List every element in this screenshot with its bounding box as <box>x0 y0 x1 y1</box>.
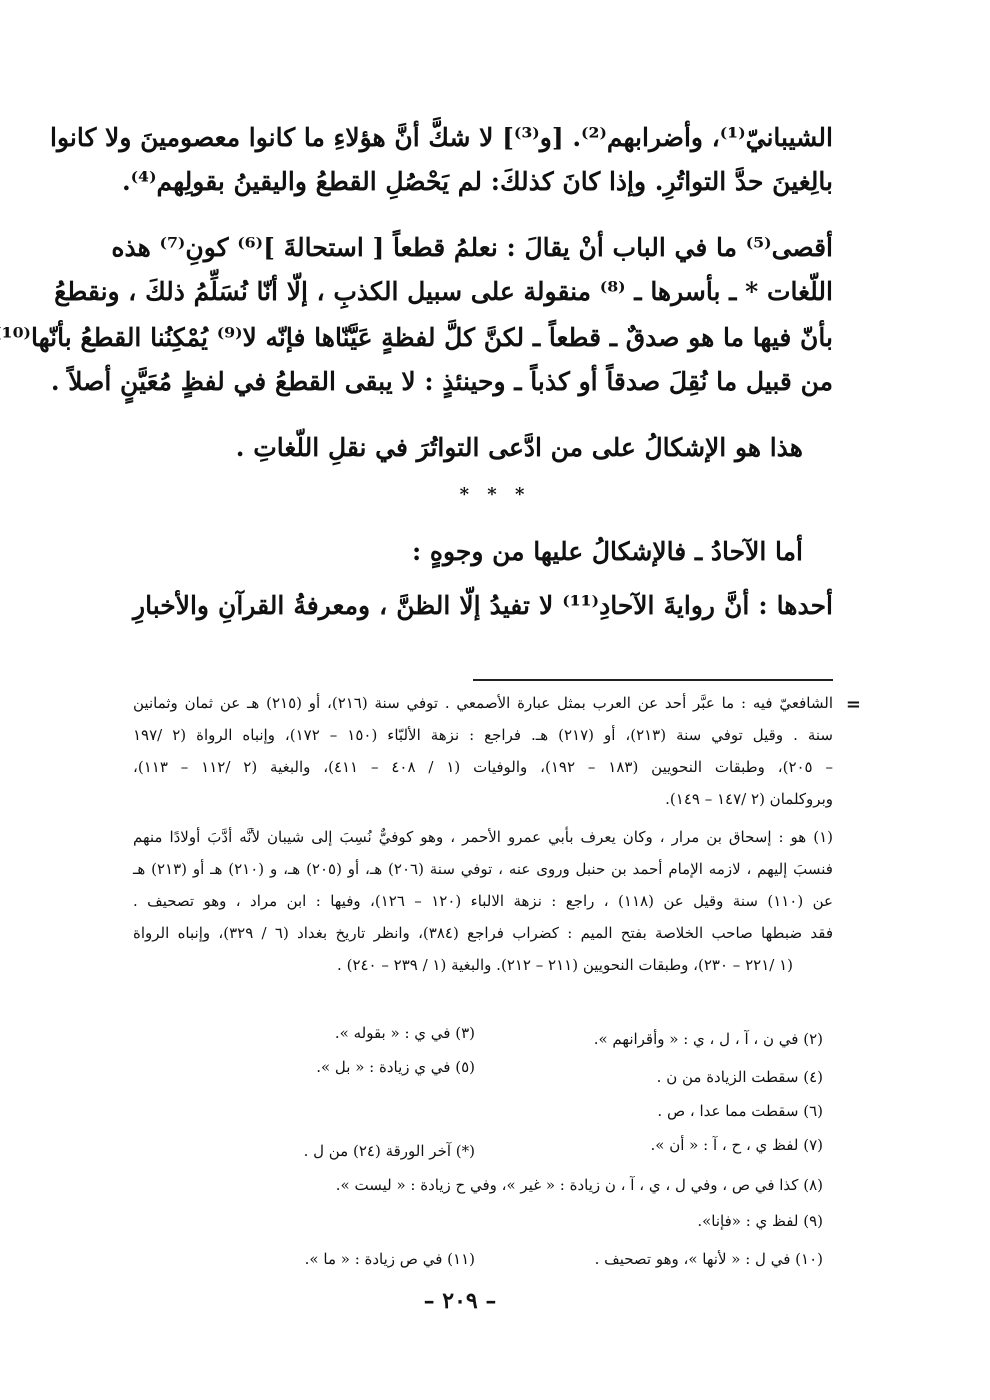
footnote-line: الشافعيّ فيه : ما عبَّر أحد عن العرب بمثل عبارة الأصمعي . توفي سنة (٢١٦)، أو (٢١٥) هـ عن ثمان وثمانين <box>133 694 833 712</box>
footnote-line: سنة . وقيل توفي سنة (٢١٣)، أو (٢١٧) هـ. فراجع : نزهة الألبّاء (١٥٠ – ١٧٢)، وإنباه الرواة (٢ /١٩٧ <box>133 726 833 744</box>
footnote-4: (٤) سقطت الزيادة من ن . <box>656 1068 823 1086</box>
main-text-line-1: الشيبانيّ⁽¹⁾، وأضرابهم⁽²⁾. [و⁽³⁾] لا شكَّ أنَّ هؤلاءِ ما كانوا معصومينَ ولا كانوا <box>50 123 833 152</box>
footnote-line: (١) هو : إسحاق بن مرار ، وكان يعرف بأبي عمرو الأحمر ، وهو كوفيٌّ نُسِبَ إلى شيبان لأنَّه أدَّبَ أولادًا منهم <box>133 828 833 846</box>
page-number: – ٢٠٩ – <box>423 1288 497 1314</box>
footnote-11: (١١) في ص زيادة : « ما ». <box>304 1250 475 1268</box>
footnote-2: (٢) في ن ، آ ، ل ، ي : « وأقرانهم ». <box>593 1030 823 1048</box>
footnote-10: (١٠) في ل : « لأنها »، وهو تصحيف . <box>594 1250 823 1268</box>
footnote-9: (٩) لفظ ي : «فإنا». <box>697 1212 823 1230</box>
footnote-star: (*) آخر الورقة (٢٤) من ل . <box>303 1142 475 1160</box>
footnote-line: (١ /٢٢١ – ٢٣٠)، وطبقات النحويين (٢١١ – ٢١٢). والبغية (١ / ٢٣٩ – ٢٤٠) . <box>337 956 793 974</box>
main-text-line-2: بالِغينَ حدَّ التواتُرِ. وإذا كانَ كذلكَ: لم يَحْصُلِ القطعُ واليقينُ بقولِهم⁽⁴⁾. <box>121 167 833 196</box>
main-text-line-3: أقصى⁽⁵⁾ ما في الباب أنْ يقالَ : نعلمُ قطعاً [ استحالةَ ]⁽⁶⁾ كونِ⁽⁷⁾ هذه <box>111 233 833 262</box>
main-text-line-7: هذا هو الإشكالُ على من ادَّعى التواتُرَ في نقلِ اللّغاتِ . <box>235 433 803 462</box>
continuation-mark: = <box>845 694 861 715</box>
footnote-7: (٧) لفظ ي ، ح ، آ : « أن ». <box>650 1136 823 1154</box>
footnote-line: فقد ضبطها صاحب الخلاصة بفتح الميم : كضراب فراجع (٣٨٤)، وانظر تاريخ بغداد (٦ / ٣٢٩)، وإنباه الرواة <box>133 924 834 942</box>
footnote-3: (٣) في ي : « بقوله ». <box>334 1024 475 1042</box>
footnote-line: – ٢٠٥)، وطبقات النحويين (١٨٣ – ١٩٢)، والوفيات (١ / ٤٠٨ – ٤١١)، والبغية (٢ /١١٢ – ١١٣)، <box>133 758 833 776</box>
footnote-8: (٨) كذا في ص ، وفي ل ، ي ، آ ، ن زيادة : « غير »، وفي ح زيادة : « ليست ». <box>335 1176 823 1194</box>
footnote-divider <box>473 679 833 681</box>
footnote-line: فنسبَ إليهم ، لازمه الإمام أحمد بن حنبل وروى عنه ، توفي سنة (٢٠٦) هـ، أو (٢٠٥) هـ، و (٢١٠) هـ أو (٢١٣) هـ <box>133 860 833 878</box>
main-text-line-8: أما الآحادُ ـ فالإشكالُ عليها من وجوهٍ : <box>411 537 803 566</box>
main-text-line-5: بأنّ فيها ما هو صدقٌ ـ قطعاً ـ لكنَّ كلَّ لفظةٍ عَيَّنّاها فإنّه لا⁽⁹⁾ يُمْكِنُنا القطعُ بأنّها⁽¹⁰ <box>1 323 833 352</box>
main-text-line-6: من قبيل ما نُقِلَ صدقاً أو كذباً ـ وحينئذٍ : لا يبقى القطعُ في لفظٍ مُعَيَّنٍ أصلاً . <box>50 367 833 396</box>
footnote-line: عن (١١٠) سنة وقيل عن (١١٨) ، راجع : نزهة الالباء (١٢٠ – ١٢٦)، وفيها : ابن مراد ، وهو تصحيف . <box>133 892 833 910</box>
main-text-line-9: أحدها : أنَّ روايةَ الآحادِ⁽¹¹⁾ لا تفيدُ إلّا الظنَّ ، ومعرفةُ القرآنِ والأخبارِ <box>133 591 833 620</box>
footnote-line: وبروكلمان (٢ /١٤٧ – ١٤٩). <box>665 790 833 808</box>
section-separator-stars: * * * <box>459 484 531 505</box>
footnote-6: (٦) سقطت مما عدا ، ص . <box>657 1102 823 1120</box>
footnote-5: (٥) في ي زيادة : « بل ». <box>316 1058 475 1076</box>
main-text-line-4: اللّغات * ـ بأسرها ـ ⁽⁸⁾ منقولة على سبيل الكذبِ ، إلّا أنّا نُسَلِّمُ ذلكَ ، ونقطعُ <box>54 277 833 306</box>
